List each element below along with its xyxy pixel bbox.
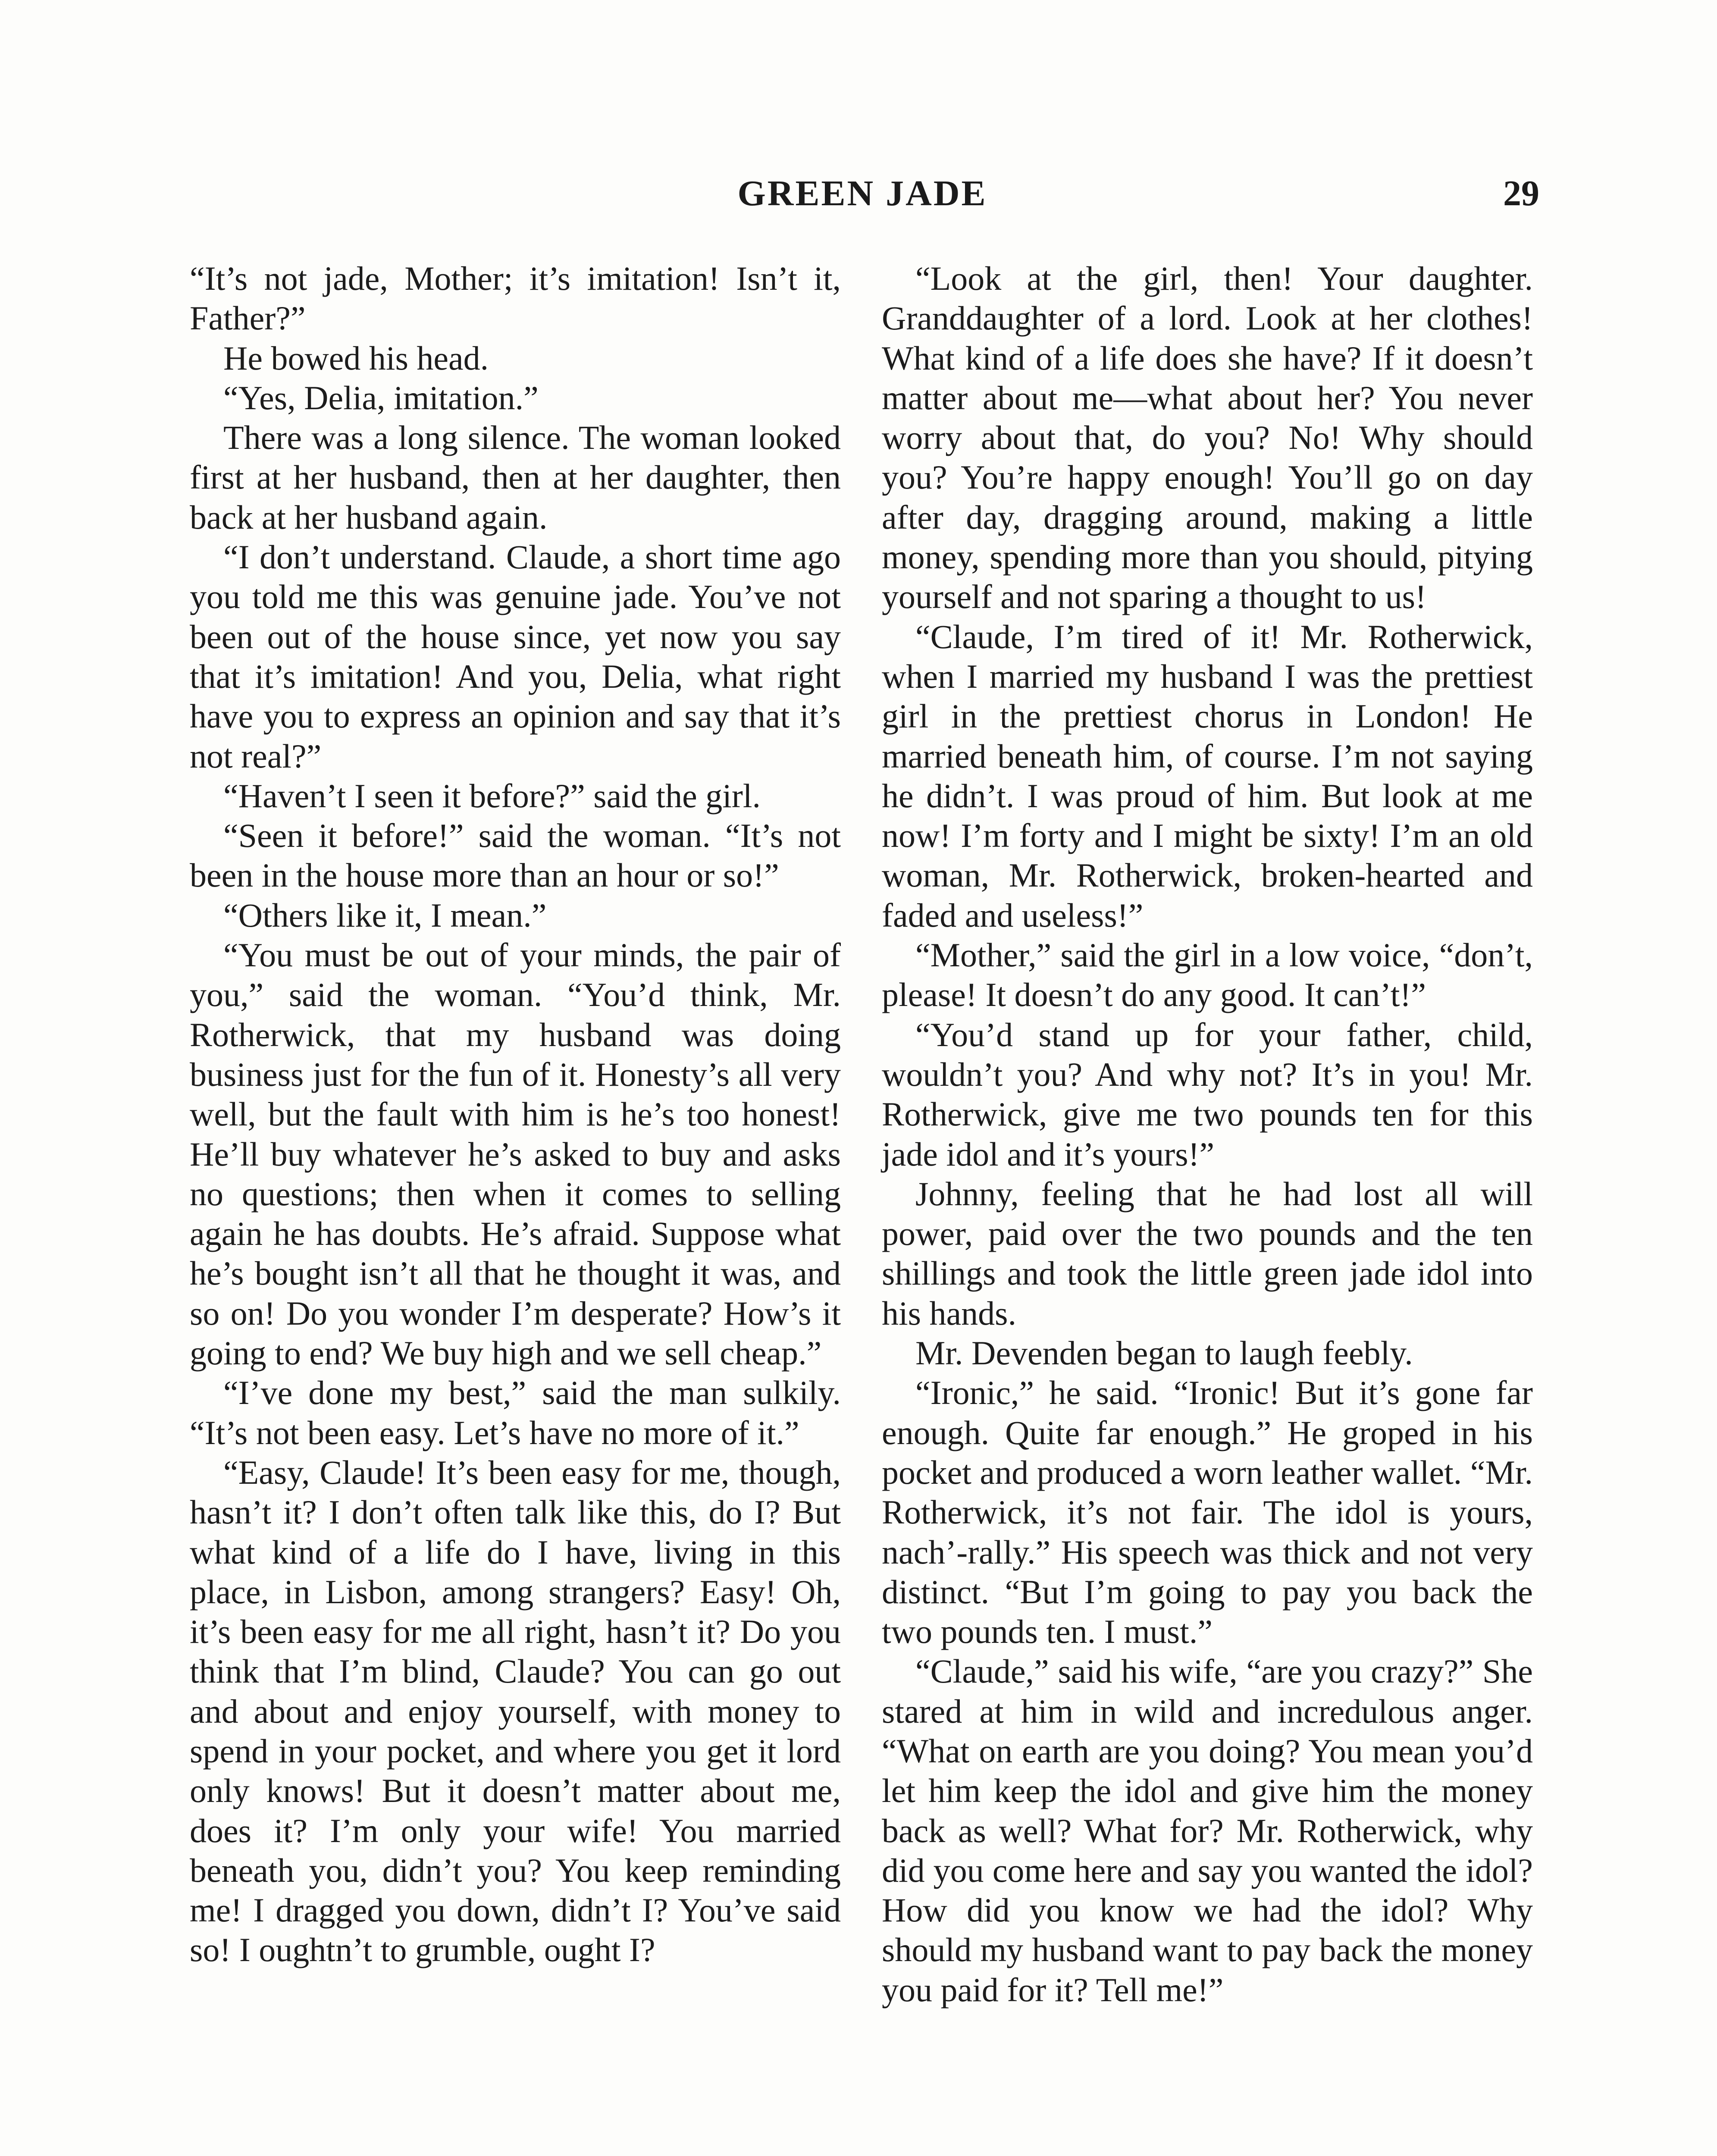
- paragraph: “Mother,” said the girl in a low voice, “don’t, please! It doesn’t do any good. It can’t!”: [882, 936, 1533, 1014]
- paragraph: “Others like it, I mean.”: [223, 896, 547, 934]
- paragraph: “Claude,” said his wife, “are you crazy?” She stared at him in wild and incredulous anger. “What on earth are you doing? You mean you’d let him keep the idol and give him the money back as well? What for? Mr. Rotherwick, why did you come here and say you wanted the idol? How did you know we had the idol? Why should my husband want to pay back the money you paid for it? Tell me!”: [882, 1652, 1533, 2009]
- paragraph: Johnny, feeling that he had lost all will power, paid over the two pounds and the ten shillings and took the little green jade idol into his hands.: [882, 1175, 1533, 1332]
- right-column: [882, 259, 1533, 2010]
- paragraph: “Haven’t I seen it before?” said the girl.: [223, 777, 761, 815]
- paragraph: “I don’t understand. Claude, a short time ago you told me this was genuine jade. You’ve not been out of the house since, yet now you say that it’s imitation! And you, Delia, what right have you to express an opinion and say that it’s not real?”: [190, 538, 841, 775]
- paragraph: “Claude, I’m tired of it! Mr. Rotherwick, when I married my husband I was the prettiest girl in the prettiest chorus in London! He married beneath him, of course. I’m not saying he didn’t. I was proud of him. But look at me now! I’m forty and I might be sixty! I’m an old woman, Mr. Rotherwick, broken-hearted and faded and useless!”: [882, 617, 1533, 934]
- paragraph: “Easy, Claude! It’s been easy for me, though, hasn’t it? I don’t often talk like this, do I? But what kind of a life do I have, living in this place, in Lisbon, among strangers? Easy! Oh, it’s been easy for me all right, hasn’t it? Do you think that I’m blind, Claude? You can go out and about and enjoy yourself, with money to spend in your pocket, and where you get it lord only knows! But it doesn’t matter about me, does it? I’m only your wife! You married beneath you, didn’t you? You keep reminding me! I dragged you down, didn’t I? You’ve said so! I oughtn’t to grumble, ought I?: [190, 1453, 841, 1969]
- page-header: [185, 172, 1539, 224]
- paragraph: There was a long silence. The woman looked first at her husband, then at her daughter, then back at her husband again.: [190, 419, 841, 536]
- paragraph: “Look at the girl, then! Your daughter. Granddaughter of a lord. Look at her clothes! What kind of a life does she have? If it doesn’t matter about me—what about her? You never worry about that, do you? No! Why should you? You’re happy enough! You’ll go on day after day, dragging around, making a little money, spending more than you should, pitying yourself and not sparing a thought to us!: [882, 260, 1533, 616]
- paragraph: “Seen it before!” said the woman. “It’s not been in the house more than an hour or so!”: [190, 817, 841, 894]
- paragraph: “You must be out of your minds, the pair of you,” said the woman. “You’d think, Mr. Rotherwick, that my husband was doing business just for the fun of it. Honesty’s all very well, but the fault with him is he’s too honest! He’ll buy whatever he’s asked to buy and asks no questions; then when it comes to selling again he has doubts. He’s afraid. Suppose what he’s bought isn’t all that he thought it was, and so on! Do you wonder I’m desperate? How’s it going to end? We buy high and we sell cheap.”: [190, 936, 841, 1372]
- paragraph: “It’s not jade, Mother; it’s imitation! Isn’t it, Father?”: [190, 260, 841, 337]
- paragraph: “Yes, Delia, imitation.”: [223, 379, 539, 417]
- paragraph: He bowed his head.: [223, 339, 489, 377]
- paragraph: “I’ve done my best,” said the man sulkily. “It’s not been easy. Let’s have no more of it.”: [190, 1374, 841, 1451]
- running-title: GREEN JADE: [737, 173, 987, 213]
- paragraph: Mr. Devenden began to laugh feebly.: [915, 1334, 1413, 1372]
- paragraph: “You’d stand up for your father, child, wouldn’t you? And why not? It’s in you! Mr. Rotherwick, give me two pounds ten for this jade idol and it’s yours!”: [882, 1015, 1533, 1173]
- paragraph: “Ironic,” he said. “Ironic! But it’s gone far enough. Quite far enough.” He groped in his pocket and produced a worn leather wallet. “Mr. Rotherwick, it’s not fair. The idol is yours, nach’-rally.” His speech was thick and not very distinct. “But I’m going to pay you back the two pounds ten. I must.”: [882, 1374, 1533, 1651]
- left-column: [190, 259, 841, 1970]
- page-number: 29: [1503, 173, 1539, 213]
